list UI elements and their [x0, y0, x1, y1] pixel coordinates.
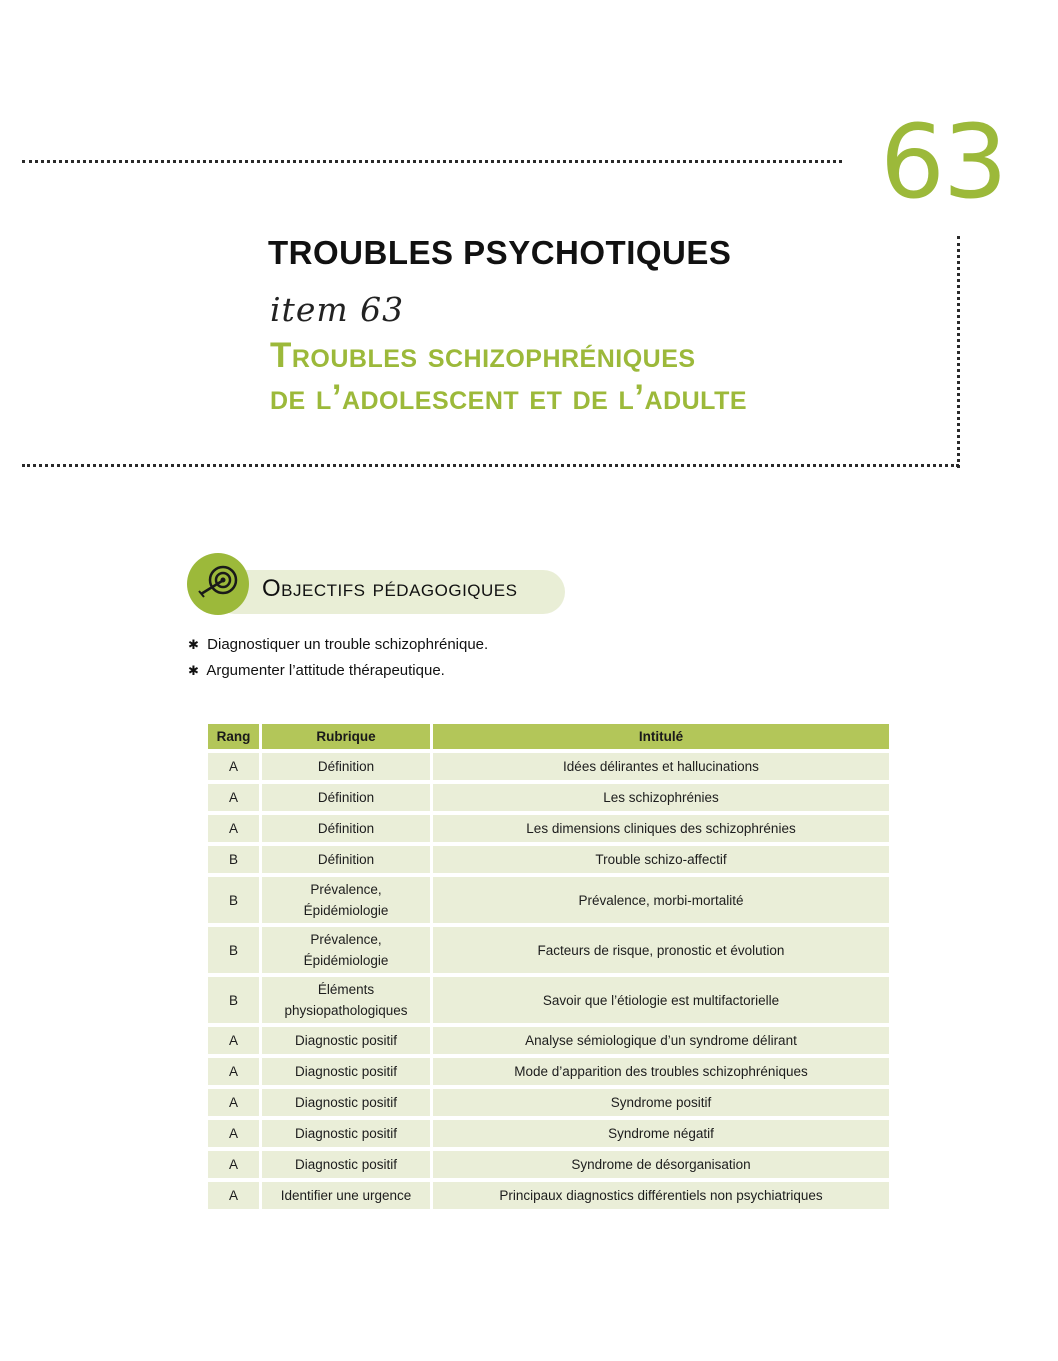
cell-rubrique-line: Prévalence,: [310, 882, 382, 897]
asterisk-icon: ✱: [188, 663, 199, 678]
table-row: [208, 927, 889, 973]
table-row: [208, 1089, 889, 1116]
cell-rang: A: [208, 753, 259, 780]
cell-rang: B: [208, 846, 259, 873]
cell-rang: A: [208, 1027, 259, 1054]
cell-rang: A: [208, 1120, 259, 1147]
cell-rubrique: Définition: [262, 753, 430, 780]
target-icon: [187, 553, 249, 615]
cell-intitule: Trouble schizo-affectif: [433, 846, 889, 873]
cell-rubrique: Diagnostic positif: [262, 1089, 430, 1116]
cell-rubrique: Identifier une urgence: [262, 1182, 430, 1209]
cell-rubrique: Définition: [262, 815, 430, 842]
cell-rang: A: [208, 815, 259, 842]
table-header-row: [208, 724, 889, 749]
chapter-number: 63: [880, 103, 1006, 222]
cell-intitule: Mode d’apparition des troubles schizophréniques: [433, 1058, 889, 1085]
cell-intitule: Idées délirantes et hallucinations: [433, 753, 889, 780]
item-label: item 63: [270, 290, 405, 329]
cell-intitule: Prévalence, morbi-mortalité: [433, 877, 889, 923]
cell-intitule: Facteurs de risque, pronostic et évolution: [433, 927, 889, 973]
cell-rang: B: [208, 977, 259, 1023]
cell-intitule: Syndrome de désorganisation: [433, 1151, 889, 1178]
asterisk-icon: ✱: [188, 637, 199, 652]
header-rang: Rang: [208, 724, 259, 749]
cell-rubrique: Diagnostic positif: [262, 1027, 430, 1054]
cell-intitule: Les dimensions cliniques des schizophrénies: [433, 815, 889, 842]
top-dotted-rule: [22, 160, 842, 163]
cell-intitule: Syndrome négatif: [433, 1120, 889, 1147]
cell-rang: B: [208, 927, 259, 973]
right-dotted-rule: [957, 236, 960, 468]
cell-rubrique: Définition: [262, 846, 430, 873]
cell-rang: A: [208, 1058, 259, 1085]
objectives-banner: [187, 553, 565, 615]
cell-intitule: Principaux diagnostics différentiels non psychiatriques: [433, 1182, 889, 1209]
cell-rubrique: [262, 877, 430, 923]
cell-intitule: Savoir que l’étiologie est multifactorielle: [433, 977, 889, 1023]
cell-rang: A: [208, 1182, 259, 1209]
objective-item: [188, 636, 488, 653]
cell-rubrique: Diagnostic positif: [262, 1058, 430, 1085]
bottom-dotted-rule: [22, 464, 959, 467]
objectives-title: Objectifs pédagogiques: [262, 575, 518, 602]
objective-item: [188, 662, 445, 679]
cell-rang: B: [208, 877, 259, 923]
table-row: [208, 1120, 889, 1147]
cell-rubrique: [262, 977, 430, 1023]
table-row: [208, 815, 889, 842]
cell-intitule: Syndrome positif: [433, 1089, 889, 1116]
cell-rubrique-line: physiopathologiques: [284, 1003, 408, 1018]
item-title-line1: Troubles schizophréniques: [270, 336, 696, 375]
section-title: TROUBLES PSYCHOTIQUES: [268, 234, 732, 271]
cell-rubrique: [262, 927, 430, 973]
header-rubrique: Rubrique: [262, 724, 430, 749]
table-row: [208, 846, 889, 873]
item-title-line2: de l’adolescent et de l’adulte: [270, 378, 748, 417]
objective-text: Diagnostiquer un trouble schizophrénique.: [207, 636, 489, 653]
header-intitule: Intitulé: [433, 724, 889, 749]
table-row: [208, 1151, 889, 1178]
cell-rubrique-line: Épidémiologie: [303, 953, 389, 968]
cell-rubrique: Définition: [262, 784, 430, 811]
cell-rubrique-line: Épidémiologie: [303, 903, 389, 918]
cell-rang: A: [208, 1151, 259, 1178]
table-row: [208, 877, 889, 923]
cell-rubrique-line: Prévalence,: [310, 932, 382, 947]
table-row: [208, 1182, 889, 1209]
cell-rubrique: Diagnostic positif: [262, 1120, 430, 1147]
objectives-table: [205, 720, 892, 1213]
objective-text: Argumenter l’attitude thérapeutique.: [206, 662, 445, 679]
table-row: [208, 753, 889, 780]
table-row: [208, 977, 889, 1023]
cell-intitule: Les schizophrénies: [433, 784, 889, 811]
cell-rubrique-line: Éléments: [317, 982, 375, 997]
cell-rang: A: [208, 1089, 259, 1116]
table-row: [208, 1027, 889, 1054]
cell-intitule: Analyse sémiologique d’un syndrome délirant: [433, 1027, 889, 1054]
table-row: [208, 1058, 889, 1085]
cell-rubrique: Diagnostic positif: [262, 1151, 430, 1178]
cell-rang: A: [208, 784, 259, 811]
table-row: [208, 784, 889, 811]
